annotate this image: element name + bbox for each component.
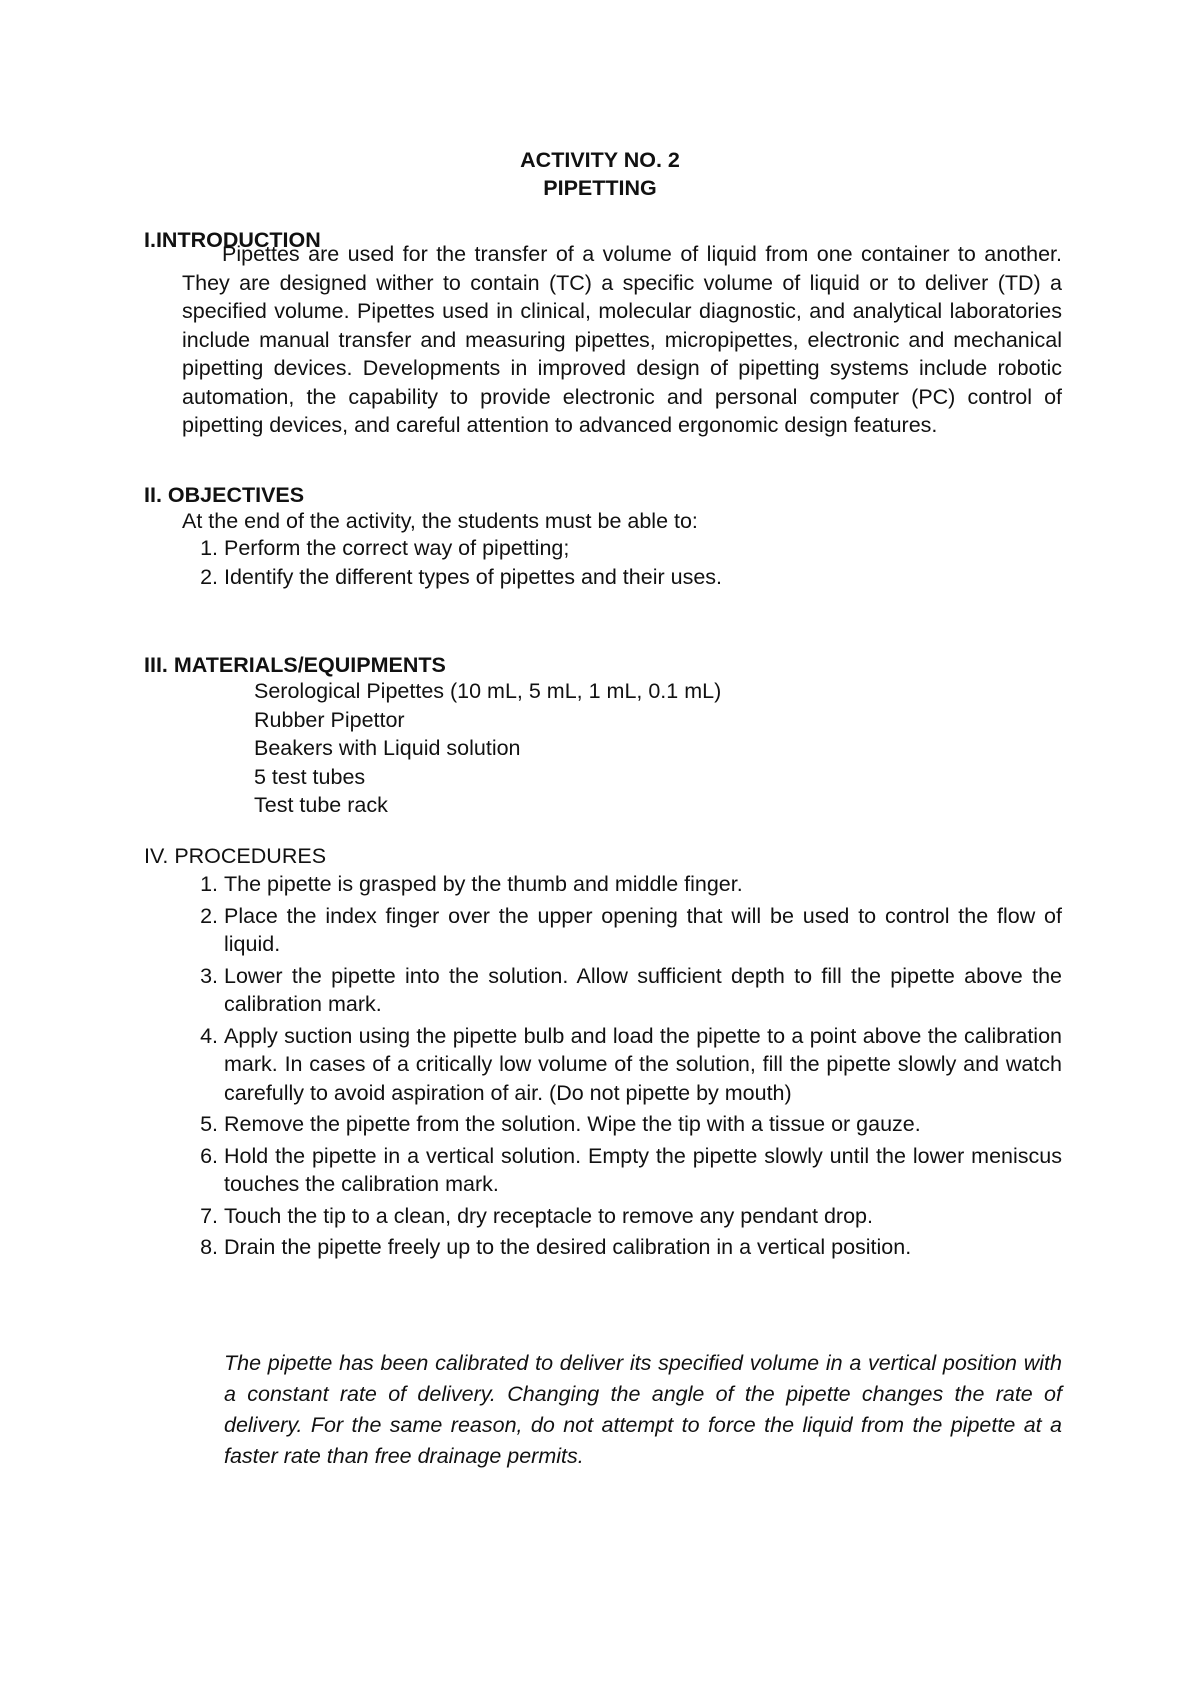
activity-title: PIPETTING <box>543 176 657 200</box>
materials-heading <box>144 651 446 680</box>
section-number: II. <box>144 483 162 507</box>
list-marker: 6. <box>200 1143 218 1168</box>
list-item-text: Apply suction using the pipette bulb and load the pipette to a point above the calibration mark. In cases of a critically low volume of the solution, fill the pipette slowly and watch carefully to avoid aspiration of air. (Do not pipette by mouth) <box>224 1023 1062 1105</box>
section-number: IV. <box>144 844 169 868</box>
list-item-text: Drain the pipette freely up to the desired calibration in a vertical position. <box>224 1235 912 1259</box>
list-item <box>192 534 1062 563</box>
list-marker: 3. <box>200 963 218 988</box>
list-marker: 5. <box>200 1112 218 1136</box>
list-marker: 4. <box>200 1023 218 1048</box>
materials-list <box>254 677 721 820</box>
list-item <box>192 870 1062 899</box>
list-marker: 1. <box>200 872 218 896</box>
list-item <box>192 1142 1062 1199</box>
list-item <box>192 962 1062 1019</box>
document-title <box>0 146 1200 202</box>
list-item: Test tube rack <box>254 793 388 817</box>
list-marker: 7. <box>200 1203 218 1228</box>
objectives-heading <box>144 481 304 510</box>
section-title: INTRODUCTION <box>155 228 321 252</box>
section-title: PROCEDURES <box>174 844 327 868</box>
list-item-text: Identify the different types of pipettes and their uses. <box>224 564 722 589</box>
introduction-paragraph: Pipettes are used for the transfer of a volume of liquid from one container to another. They are designed wither to contain (TC) a specific volume of liquid or to deliver (TD) a specified volume. Pipettes used in clinical, molecular diagnostic, and analytical laboratories include manual transfer and measuring pipettes, micropipettes, electronic and mechanical pipetting devices. Developments in improved design of pipetting systems include robotic automation, the capability to provide electronic and personal computer (PC) control of pipetting devices, and careful attention to advanced ergonomic design features. <box>182 242 1062 437</box>
objectives-lead: At the end of the activity, the students must be able to: <box>182 509 698 533</box>
section-title: OBJECTIVES <box>167 483 305 507</box>
list-marker: 8. <box>200 1235 218 1259</box>
list-item: Beakers with Liquid solution <box>254 736 521 760</box>
list-item-text: The pipette is grasped by the thumb and middle finger. <box>224 872 743 896</box>
objectives-list <box>192 534 1062 591</box>
activity-number: ACTIVITY NO. 2 <box>520 148 680 172</box>
procedure-note: The pipette has been calibrated to deliver its specified volume in a vertical position with a constant rate of delivery. Changing the angle of the pipette changes the rate of delivery. For the same reason, do not attempt to force the liquid from the pipette at a faster rate than free drainage permits. <box>224 1351 1062 1468</box>
list-item: 5 test tubes <box>254 764 366 789</box>
procedures-list <box>192 870 1062 1265</box>
section-title: MATERIALS/EQUIPMENTS <box>173 653 446 677</box>
list-item: Serological Pipettes (10 mL, 5 mL, 1 mL, 0.1 mL) <box>254 679 722 703</box>
list-item-text: Perform the correct way of pipetting; <box>224 536 570 560</box>
list-item-text: Hold the pipette in a vertical solution. Empty the pipette slowly until the lower meniscus touches the calibration mark. <box>224 1143 1062 1196</box>
list-item: Rubber Pipettor <box>254 707 405 732</box>
section-number: I. <box>144 228 156 252</box>
section-number: III. <box>144 653 168 677</box>
list-item <box>192 1110 1062 1139</box>
list-item <box>192 1202 1062 1231</box>
procedures-heading <box>144 842 326 871</box>
list-item-text: Lower the pipette into the solution. Allow sufficient depth to fill the pipette above the calibration mark. <box>224 963 1062 1016</box>
list-marker: 2. <box>200 903 218 928</box>
list-item <box>192 1022 1062 1108</box>
list-marker: 2. <box>200 564 218 589</box>
list-item <box>192 1233 1062 1262</box>
list-item <box>192 563 1062 592</box>
list-marker: 1. <box>200 536 218 560</box>
list-item-text: Touch the tip to a clean, dry receptacle to remove any pendant drop. <box>224 1203 873 1228</box>
list-item-text: Place the index finger over the upper opening that will be used to control the flow of liquid. <box>224 903 1062 956</box>
list-item-text: Remove the pipette from the solution. Wipe the tip with a tissue or gauze. <box>224 1112 921 1136</box>
list-item <box>192 902 1062 959</box>
